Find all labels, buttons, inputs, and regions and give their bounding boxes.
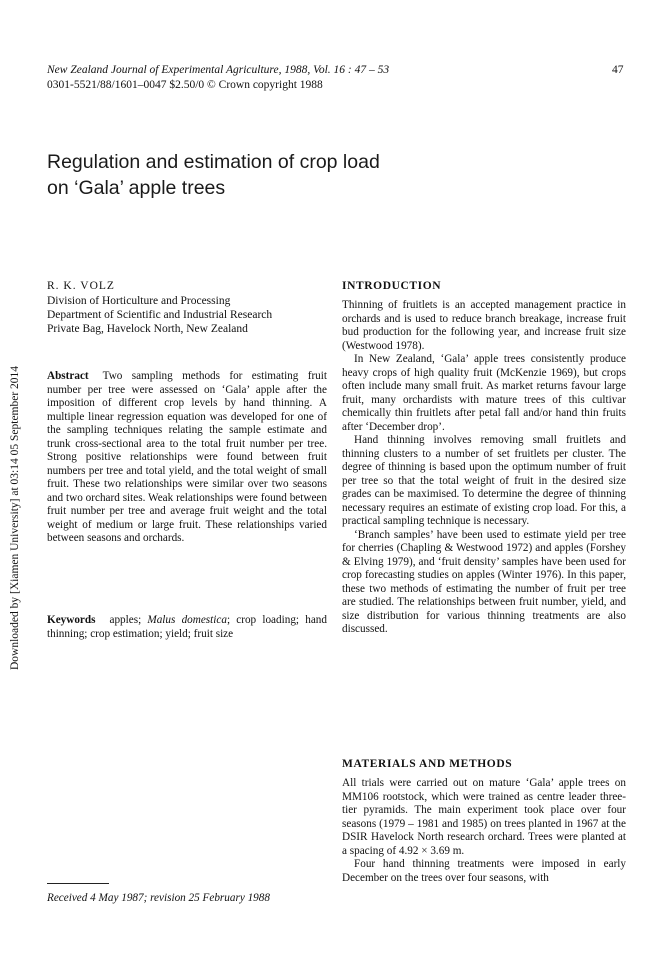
body-paragraph: ‘Branch samples’ have been used to estimate yield per tree for cherries (Chapling & Westwood 1972) and apples (Forshey & Elving 1979), and ‘fruit density’ samples have been used for crop forecasting studies on apples (Winter 1976). In this paper, these two methods of estimating the number of fruit per tree are studied. The relationships between fruit number, yield, and size distribution for various thinning treatments are also discussed. bbox=[342, 528, 626, 635]
body-paragraph: Four hand thinning treatments were imposed in early December on the trees over four seasons, with bbox=[342, 858, 626, 884]
article-title bbox=[47, 149, 477, 201]
keywords-species: Malus domestica bbox=[147, 614, 227, 626]
introduction-heading: INTRODUCTION bbox=[342, 280, 442, 292]
journal-citation: New Zealand Journal of Experimental Agriculture, 1988, Vol. 16 : 47 – 53 bbox=[47, 64, 390, 76]
title-line-1: Regulation and estimation of crop load bbox=[47, 151, 380, 173]
footnote-rule bbox=[47, 883, 109, 884]
received-dates: Received 4 May 1987; revision 25 February 1988 bbox=[47, 892, 270, 904]
abstract-text: Two sampling methods for estimating fruit number per tree were assessed on ‘Gala’ apple after the imposition of different crop levels by hand thinning. A multiple linear regression equation was developed for one of the sampling techniques relating the sample estimate and trunk cross-sectional area to the total fruit number per tree. Strong positive relationships were found between fruit numbers per tree and total yield, and the total weight of small fruit. These two relationships were similar over two seasons and two orchard sites. Weak relationships were found between fruit number per tree and average fruit weight and the total weight of medium or large fruit. These relationships varied between seasons and orchards. bbox=[47, 370, 327, 544]
body-paragraph: In New Zealand, ‘Gala’ apple trees consistently produce heavy crops of high quality fruit (McKenzie 1969), but crops often include many small fruit. As market returns favour large fruit, many orchardists with mature trees of this cultivar chemically thin fruitlets after petal fall and/or hand thin fruits after ‘December drop’. bbox=[342, 353, 626, 433]
abstract-label: Abstract bbox=[47, 370, 89, 382]
keywords-text-rest: ; crop loading; hand thinning; crop estimation; yield; fruit size bbox=[47, 614, 327, 640]
author-name: R. K. VOLZ bbox=[47, 280, 115, 292]
download-watermark: Downloaded by [Xiamen University] at 03:14 05 September 2014 bbox=[9, 365, 21, 670]
abstract-section bbox=[47, 370, 327, 546]
materials-methods-body bbox=[342, 777, 626, 885]
affiliation-line: Private Bag, Havelock North, New Zealand bbox=[47, 323, 248, 335]
keywords-label: Keywords bbox=[47, 614, 96, 626]
affiliation-line: Department of Scientific and Industrial Research bbox=[47, 309, 273, 321]
introduction-body bbox=[342, 299, 626, 637]
abstract-paragraph bbox=[47, 370, 327, 546]
body-paragraph: Hand thinning involves removing small fruitlets and thinning clusters to a number of set fruitlets per cluster. The degree of thinning is based upon the optimum number of fruit per tree so that the total weight of fruit in the desired size grades can be maximised. To determine the degree of thinning necessary requires an estimate of existing crop load. For this, a practical sampling technique is necessary. bbox=[342, 434, 626, 527]
body-paragraph: All trials were carried out on mature ‘Gala’ apple trees on MM106 rootstock, which were trained as centre leader three-tier pyramids. The main experiment took place over four seasons (1979 – 1981 and 1985) on trees planted in 1967 at the DSIR Havelock North research orchard. Trees were planted at a spacing of 4.92 × 3.69 m. bbox=[342, 777, 626, 857]
materials-methods-heading: MATERIALS AND METHODS bbox=[342, 758, 513, 770]
keywords-text: apples; bbox=[109, 614, 148, 626]
affiliation-line: Division of Horticulture and Processing bbox=[47, 295, 231, 307]
title-line-2: on ‘Gala’ apple trees bbox=[47, 177, 226, 199]
keywords-paragraph bbox=[47, 614, 327, 641]
issn-line: 0301-5521/88/1601–0047 $2.50/0 © Crown copyright 1988 bbox=[47, 79, 323, 91]
author-affiliation bbox=[47, 294, 327, 336]
keywords-section bbox=[47, 614, 327, 641]
body-paragraph: Thinning of fruitlets is an accepted management practice in orchards and is used to reduce branch breakage, increase fruit bud production for the following year, and increase fruit size (Westwood 1978). bbox=[342, 299, 626, 352]
page-number: 47 bbox=[612, 64, 624, 76]
